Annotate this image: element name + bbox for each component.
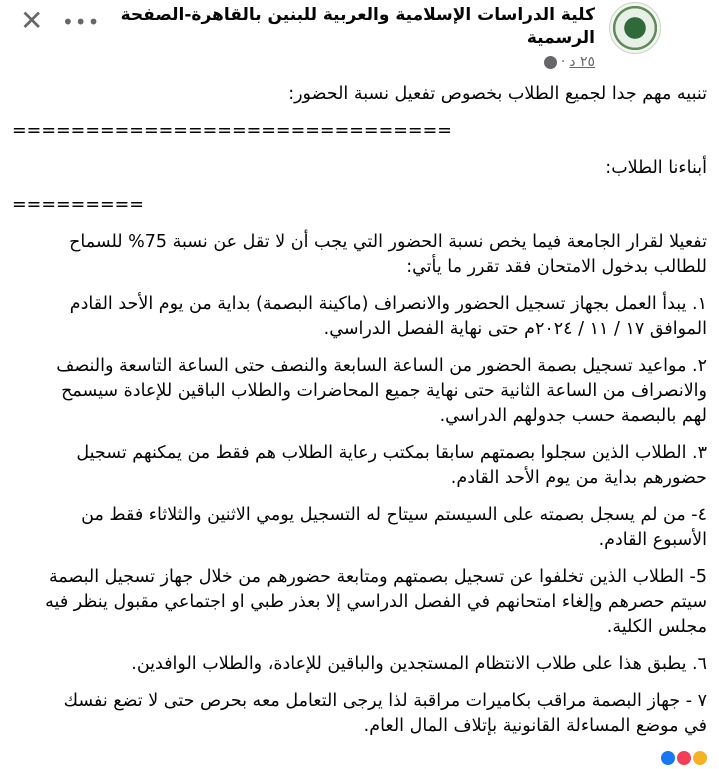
post-paragraph <box>12 503 707 553</box>
reactions-summary[interactable] <box>12 751 707 765</box>
post-paragraph <box>12 565 707 640</box>
text-line: ٦. يطبق هذا على طلاب الانتظام المستجدين والباقين للإعادة، والطلاب الوافدين. <box>131 654 707 674</box>
text-line: مجلس الكلية. <box>606 617 707 637</box>
text-line: والانصراف من الساعة الثانية حتى نهاية جميع المحاضرات والطلاب الباقين للإعادة سيسمح <box>61 381 707 401</box>
text-line: حضورهم بداية من يوم الأحد القادم. <box>450 468 707 488</box>
post-paragraph <box>12 156 707 181</box>
haha-reaction-icon <box>693 751 707 765</box>
text-line: أبناءنا الطلاب: <box>605 158 707 178</box>
text-line: تنبيه مهم جدا لجميع الطلاب بخصوص تفعيل نسبة الحضور: <box>288 84 707 104</box>
separator-line <box>12 193 707 218</box>
post-header <box>0 0 719 78</box>
text-line: في موضع المساءلة القانونية بإتلاف المال العام. <box>363 716 707 736</box>
text-line: الأسبوع القادم. <box>598 530 707 550</box>
text-line: للطالب بدخول الامتحان فقد تقرر ما يأتي: <box>406 257 707 277</box>
text-line: الموافق ١٧ / ١١ / ٢٠٢٤م حتى نهاية الفصل الدراسي. <box>323 319 707 339</box>
globe-icon <box>544 56 557 69</box>
text-line: لهم بالبصمة حسب جدولهم الدراسي. <box>439 406 707 426</box>
page-name-link[interactable]: كلية الدراسات الإسلامية والعربية للبنين بالقاهرة-الصفحة الرسمية <box>120 5 595 48</box>
text-line: سيتم حصرهم وإلغاء امتحانهم في الفصل الدراسي إلا بعذر طبي او اجتماعي مقبول ينظر فيه <box>45 592 707 612</box>
text-line: ١. يبدأ العمل بجهاز تسجيل الحضور والانصراف (ماكينة البصمة) بداية من يوم الأحد القادم <box>69 294 707 314</box>
meta-separator: · <box>560 54 566 70</box>
page-avatar[interactable] <box>609 2 661 54</box>
love-reaction-icon <box>677 751 691 765</box>
close-button[interactable]: ✕ <box>20 4 44 37</box>
post-paragraph <box>12 82 707 107</box>
more-options-button[interactable]: ••• <box>62 10 101 34</box>
post-time-link[interactable]: ٢٥ د <box>569 54 595 70</box>
like-reaction-icon <box>661 751 675 765</box>
text-line: ========= <box>12 195 144 215</box>
text-line: 5- الطلاب الذين تخلفوا عن تسجيل بصمتهم ومتابعة حضورهم من خلال جهاز تسجيل البصمة <box>48 567 707 587</box>
text-line: ٣. الطلاب الذين سجلوا بصمتهم سابقا بمكتب رعاية الطلاب هم فقط من يمكنهم تسجيل <box>76 443 707 463</box>
separator-line <box>12 119 707 144</box>
text-line: ٧ - جهاز البصمة مراقب بكاميرات مراقبة لذا يرجى التعامل معه بحرص حتى لا تضع نفسك <box>63 691 707 711</box>
post-body <box>12 82 707 739</box>
post-paragraph <box>12 652 707 677</box>
post-paragraph <box>12 230 707 280</box>
post-meta <box>100 52 595 72</box>
text-line: ============================== <box>12 121 452 141</box>
post-paragraph <box>12 292 707 342</box>
text-line: تفعيلا لقرار الجامعة فيما يخص نسبة الحضور التي يجب أن لا تقل عن نسبة 75% للسماح <box>69 232 707 252</box>
text-line: ٤- من لم يسجل بصمته على السيستم سيتاح له التسجيل يومي الاثنين والثلاثاء فقط من <box>81 505 707 525</box>
post-paragraph <box>12 441 707 491</box>
post-paragraph <box>12 354 707 429</box>
post-paragraph <box>12 689 707 739</box>
text-line: ٢. مواعيد تسجيل بصمة الحضور من الساعة السابعة والنصف حتى الساعة التاسعة والنصف <box>56 356 707 376</box>
post-header-text <box>100 4 595 72</box>
